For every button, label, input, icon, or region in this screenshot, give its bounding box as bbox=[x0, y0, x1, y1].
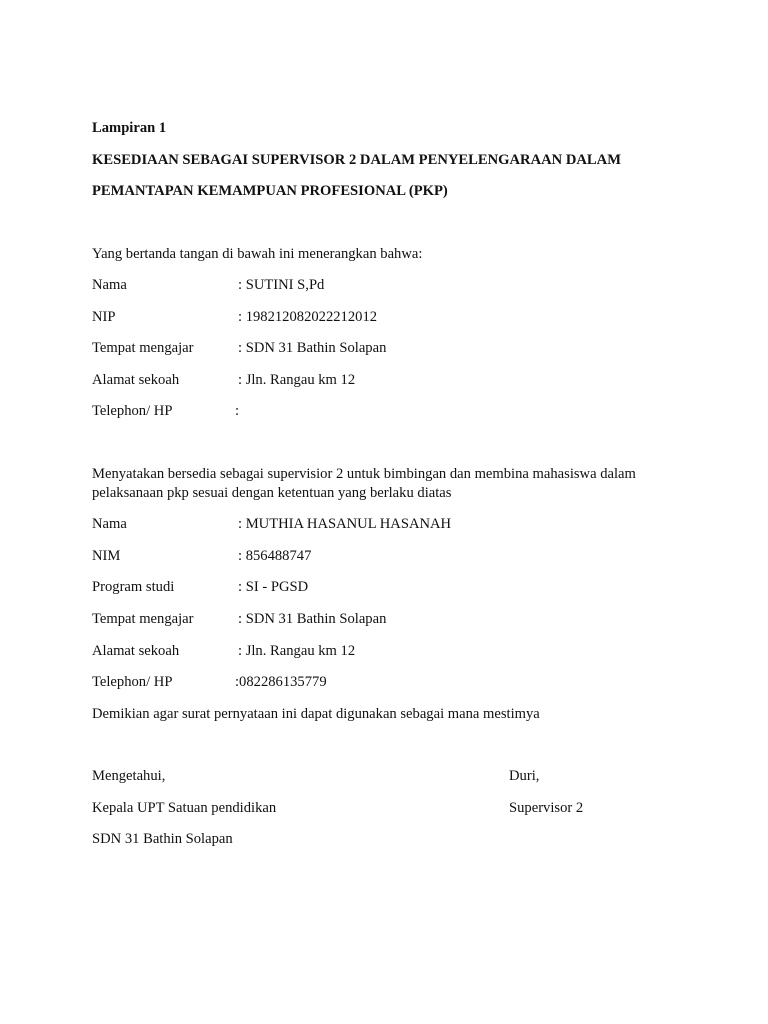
document-title-line-2: PEMANTAPAN KEMAMPUAN PROFESIONAL (PKP) bbox=[92, 183, 448, 199]
field-label: Alamat sekoah bbox=[92, 643, 180, 659]
field-value: : MUTHIA HASANUL HASANAH bbox=[238, 516, 452, 532]
sign-left-school: SDN 31 Bathin Solapan bbox=[92, 831, 233, 847]
field-value: : Jln. Rangau km 12 bbox=[238, 643, 356, 659]
field-label: Telephon/ HP bbox=[92, 674, 173, 690]
field-label: Nama bbox=[92, 277, 127, 293]
field-value: : SDN 31 Bathin Solapan bbox=[238, 611, 387, 627]
field-value: : SDN 31 Bathin Solapan bbox=[238, 340, 387, 356]
statement-line-1: Menyatakan bersedia sebagai supervisior 2 untuk bimbingan dan membina mahasiswa dalam bbox=[92, 466, 636, 482]
field-value: : SI - PGSD bbox=[238, 579, 309, 595]
field-label: NIM bbox=[92, 548, 121, 564]
field-value: : 198212082022212012 bbox=[238, 309, 378, 325]
field-value: : Jln. Rangau km 12 bbox=[238, 372, 356, 388]
closing-text: Demikian agar surat pernyataan ini dapat digunakan sebagai mana mestimya bbox=[92, 706, 540, 722]
sign-right-position: Supervisor 2 bbox=[509, 800, 584, 816]
sign-right-place: Duri, bbox=[509, 768, 540, 784]
field-value: :082286135779 bbox=[235, 674, 327, 690]
attachment-label: Lampiran 1 bbox=[92, 120, 167, 136]
intro-text: Yang bertanda tangan di bawah ini menerangkan bahwa: bbox=[92, 246, 423, 262]
field-label: Nama bbox=[92, 516, 127, 532]
field-value: : bbox=[235, 403, 240, 419]
field-value: : 856488747 bbox=[238, 548, 312, 564]
field-label: Program studi bbox=[92, 579, 175, 595]
document-title-line-1: KESEDIAAN SEBAGAI SUPERVISOR 2 DALAM PENYELENGARAAN DALAM bbox=[92, 152, 621, 168]
field-label: Tempat mengajar bbox=[92, 611, 194, 627]
field-label: Tempat mengajar bbox=[92, 340, 194, 356]
field-label: Alamat sekoah bbox=[92, 372, 180, 388]
sign-left-acknowledged: Mengetahui, bbox=[92, 768, 166, 784]
statement-line-2: pelaksanaan pkp sesuai dengan ketentuan yang berlaku diatas bbox=[92, 485, 452, 501]
field-label: Telephon/ HP bbox=[92, 403, 173, 419]
field-label: NIP bbox=[92, 309, 116, 325]
sign-left-position: Kepala UPT Satuan pendidikan bbox=[92, 800, 277, 816]
field-value: : SUTINI S,Pd bbox=[238, 277, 325, 293]
